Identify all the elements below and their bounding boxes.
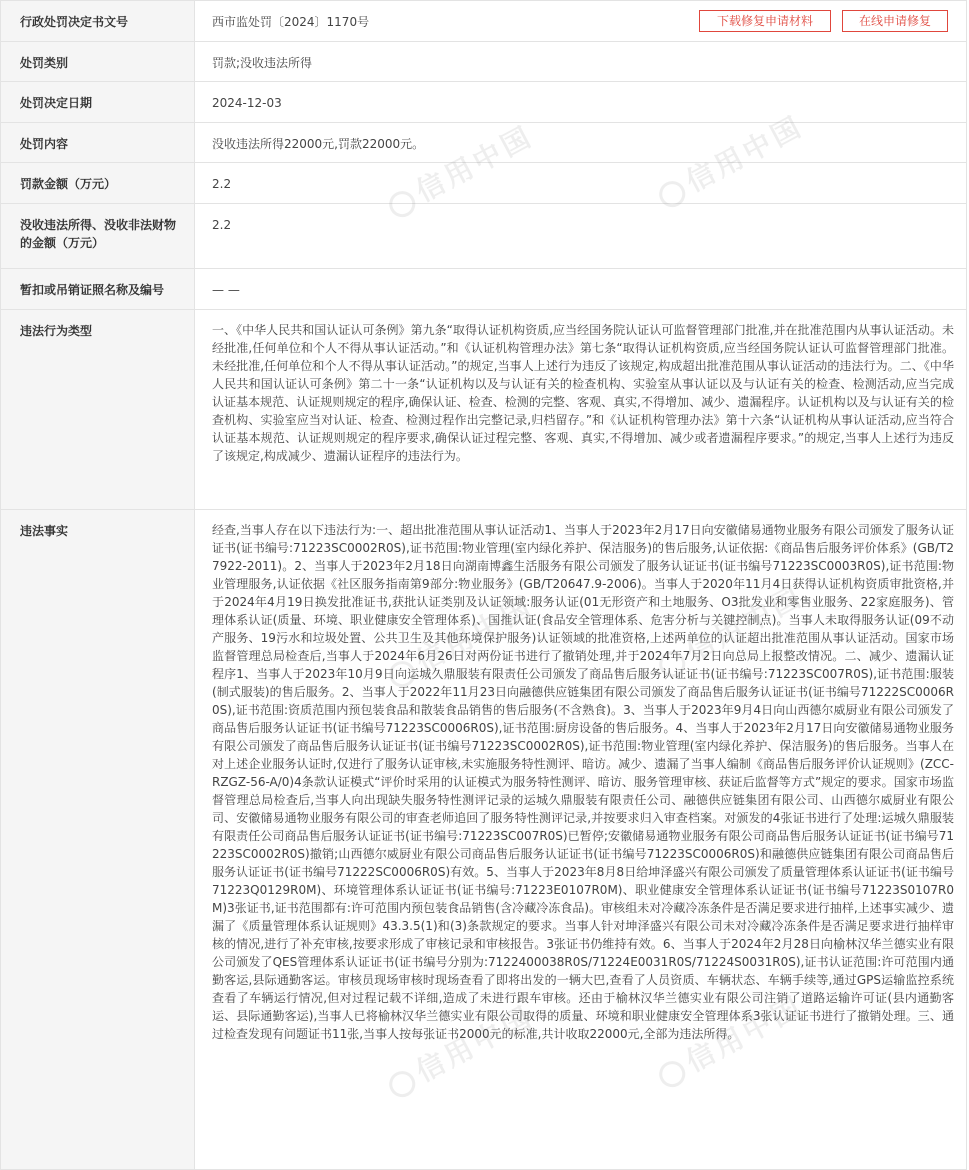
online-repair-button[interactable]: 在线申请修复 (842, 10, 948, 32)
row-label: 违法行为类型 (1, 310, 195, 510)
row-value: 罚款;没收违法所得 (195, 42, 967, 82)
row-value: — — (195, 269, 967, 310)
table-row (1, 269, 967, 310)
watermark: 信用中国 (650, 575, 810, 685)
download-repair-materials-button[interactable]: 下载修复申请材料 (699, 10, 831, 32)
watermark: 信用中国 (380, 115, 540, 225)
violation-facts-text: 经查,当事人存在以下违法行为:一、超出批准范围从事认证活动1、当事人于2023年2月17日向安徽储易通物业服务有限公司颁发了服务认证证书(证书编号:71223SC0002R0S),证书范围:物业管理(室内绿化养护、保洁服务)的售后服务,认证依据:《商品售后服务评价体系》(GB/T27922-2011)。2、当事人于2023年2月18日向湖南博鑫生活服务有限公司颁发了服务认证证书(证书编号71223SC0003R0S),证书范围:物业管理服务,认证依据《社区服务指南第9部分:物业服务》(GB/T20647.9-2006)。当事人于2020年11月4日获得认证机构资质审批资格,并于2024年4月19日换发批准证书,获批认证类别及认证领域:服务认证(01无形资产和土地服务、O3批发业和零售业服务、22家庭服务)、管理体系认证(质量、环境、职业健康安全管理体系)、国推认证(食品安全管理体系、危害分析与关键控制点)。当事人未取得服务认证(09不动产服务、19污水和垃圾处置、公共卫生及其他环境保护服务)认证领域的批准资格,上述两单位的认证超出批准范围从事认证活动。国家市场监督管理总局检查后,当事人于2024年6月26日对两份证书进行了撤销处理,并于2024年7月2日向总局上报整改情况。二、减少、遗漏认证程序1、当事人于2023年10月9日向运城久鼎服装有限责任公司颁发了商品售后服务认证证书(证书编号:71223SC007R0S),证书范围:服装(制式服装)的售后服务。2、当事人于2022年11月23日向融德供应链集团有限公司颁发了商品售后服务认证证书(证书编号71222SC0006R0S),证书范围:资质范围内预包装食品和散装食品销售的售后服务(不含熟食)。3、当事人于2023年9月4日向山西德尔威厨业有限公司颁发了商品售后服务认证证书(证书编号71223SC0006R0S),证书范围:厨房设备的售后服务。4、当事人于2023年2月17日向安徽储易通物业服务有限公司颁发了商品售后服务认证证书(证书编号71223SC0002R0S),证书范围:物业管理(室内绿化养护、保洁服务)的售后服务。当事人在对上述企业服务认证时,仅进行了服务认证审核,未实施服务特性测评、暗访。减少、遗漏了当事人编制《商品售后服务评价认证规则》(ZCC-RZGZ-56-A/0)4条款认证模式“评价时采用的认证模式为服务特性测评、暗访、服务管理审核、获证后监督等方式”规定的要求。国家市场监督管理总局检查后,当事人向出现缺失服务特性测评记录的运城久鼎服装有限责任公司、融德供应链集团有限公司、山西德尔威厨业有限公司、安徽储易通物业服务有限公司的审查老师追回了服务特性测评记录,并按要求归入审查档案。对颁发的4张证书进行了处理:运城久鼎服装有限责任公司商品售后服务认证证书(证书编号:71223SC007R0S)已暂停;安徽储易通物业服务有限公司商品售后服务认证证书(证书编号71223SC0002R0S)撤销;山西德尔威厨业有限公司商品售后服务认证证书(证书编号71223SC0006R0S)和融德供应链集团有限公司商品售后服务认证证书(证书编号71222SC0006R0S)有效。5、当事人于2023年8月8日给坤泽盛兴有限公司颁发了质量管理体系认证证书(证书编号71223Q0129R0M)、环境管理体系认证证书(证书编号:71223E0107R0M)、职业健康安全管理体系认证证书(证书编号71223S0107R0M)3张证书,证书范围都有:许可范围内预包装食品销售(含冷藏冷冻食品)。审核组未对冷藏冷冻条件是否满足要求进行抽样,上述事实减少、遗漏了《质量管理体系认证规则》43.3.5(1)和(3)条款规定的要求。当事人针对坤泽盛兴有限公司未对冷藏冷冻条件是否满足要求进行抽样审核的情况,进行了补充审核,按要求形成了审核记录和审核报告。3张证书仍维持有效。6、当事人于2024年2月28日向榆林汉华兰德实业有限公司颁发了QES管理体系认证证书(证书编号分别为:7122400038R0S/71224E0031R0S/71224S0031R0S),证书认证范围:许可范围内通勤客运,县际通勤客运。审核员现场审核时现场查看了即将出发的一辆大巴,查看了人员资质、车辆状态、车辆手续等,通过GPS运输监控系统查看了车辆运行情况,但对过程记载不详细,造成了未进行跟车审核。还由于榆林汉华兰德实业有限公司注销了道路运输许可证(县内通勤客运、县际通勤客运),当事人已将榆林汉华兰德实业有限公司取得的质量、环境和职业健康安全管理体系3张认证证书进行了撤销处理。三、通过检查发现有问题证书11张,当事人按每张证书2000元的标准,共计收取22000元,全部为违法所得。 (195, 510, 967, 1170)
row-value: 2.2 (195, 204, 967, 269)
table-row (1, 310, 967, 510)
row-value: 2.2 (195, 163, 967, 204)
watermark: 信用中国 (380, 995, 540, 1105)
table-row (1, 82, 967, 123)
table-row (1, 163, 967, 204)
row-value: 没收违法所得22000元,罚款22000元。 (195, 123, 967, 163)
table-row (1, 204, 967, 269)
row-label: 罚款金额（万元） (1, 163, 195, 204)
row-label: 暂扣或吊销证照名称及编号 (1, 269, 195, 310)
row-value (195, 1, 967, 42)
row-label: 处罚决定日期 (1, 82, 195, 123)
row-value: 2024-12-03 (195, 82, 967, 123)
table-row (1, 42, 967, 82)
row-label: 处罚类别 (1, 42, 195, 82)
row-label: 行政处罚决定书文号 (1, 1, 195, 42)
watermark: 信用中国 (650, 105, 810, 215)
row-label: 处罚内容 (1, 123, 195, 163)
row-label: 违法事实 (1, 510, 195, 1170)
decision-number: 西市监处罚〔2024〕1170号 (212, 15, 370, 29)
watermark: 信用中国 (380, 585, 540, 695)
table-row (1, 1, 967, 42)
violation-type-text: 一、《中华人民共和国认证认可条例》第九条“取得认证机构资质,应当经国务院认证认可监督管理部门批准,并在批准范围内从事认证活动。未经批准,任何单位和个人不得从事认证活动。”和《认证机构管理办法》第七条“取得认证机构资质,应当经国务院认证认可监督管理部门批准。未经批准,任何单位和个人不得从事认证活动。”的规定,当事人上述行为违反了该规定,构成超出批准范围从事认证活动的违法行为。二、《中华人民共和国认证认可条例》第二十一条“认证机构以及与认证有关的检查机构、实验室从事认证以及与认证有关的检查、检测活动,应当完成认证基本规范、认证规则规定的程序,确保认证、检查、检测的完整、客观、真实,不得增加、减少、遗漏程序。认证机构以及与认证有关的检查机构、实验室应当对认证、检查、检测过程作出完整记录,归档留存。”和《认证机构管理办法》第十六条“认证机构从事认证活动,应当符合认证基本规范、认证规则规定的程序要求,确保认证过程完整、客观、真实,不得增加、减少或者遗漏程序要求。”的规定,当事人上述行为违反了该规定,构成减少、遗漏认证程序的违法行为。 (195, 310, 967, 510)
row-label: 没收违法所得、没收非法财物的金额（万元） (1, 204, 195, 269)
watermark: 信用中国 (650, 985, 810, 1095)
table-row (1, 123, 967, 163)
table-row (1, 510, 967, 1170)
